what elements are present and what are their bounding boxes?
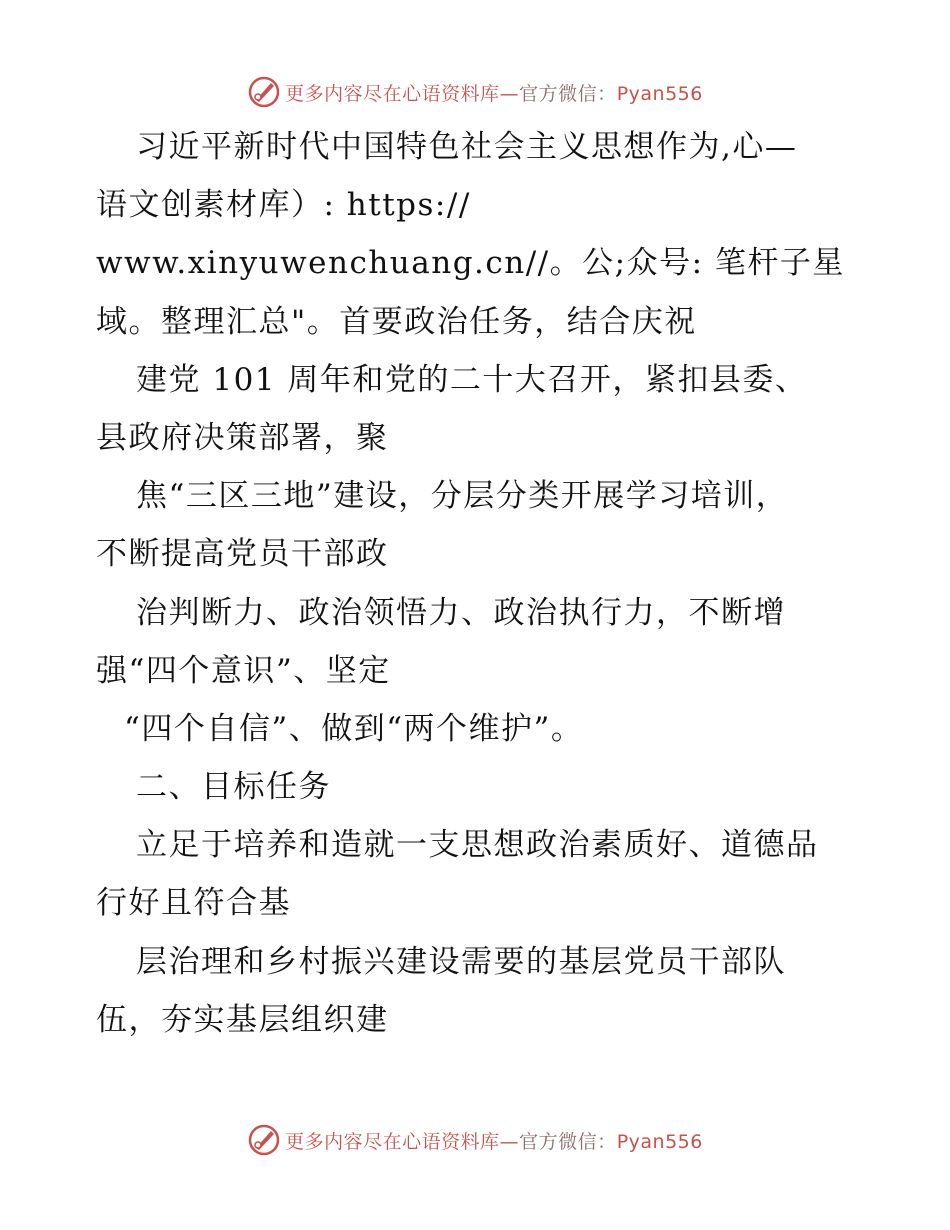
text-line: 强“四个意识”、坚定 bbox=[96, 652, 391, 689]
text-line: 不断提高党员干部政 bbox=[96, 536, 389, 573]
watermark-wechat-label: 官方微信： bbox=[519, 1130, 617, 1153]
watermark-footer bbox=[0, 1120, 950, 1160]
watermark-wechat-id: Pyan556 bbox=[616, 1130, 703, 1153]
pen-logo-icon bbox=[247, 1123, 281, 1157]
watermark-text bbox=[285, 1127, 703, 1154]
watermark-site: 更多内容尽在心语资料库 bbox=[285, 82, 500, 105]
text-line: 习近平新时代中国特色社会主义思想作为,心— bbox=[136, 129, 798, 165]
text-line: 行好且符合基 bbox=[96, 885, 291, 922]
document-body bbox=[96, 118, 876, 1049]
text-line: www.xinyuwenchuang.cn//。公;众号: 笔杆子星 bbox=[96, 245, 845, 282]
text-line: 层治理和乡村振兴建设需要的基层党员干部队 bbox=[136, 943, 786, 980]
text-line: 立足于培养和造就一支思想政治素质好、道德品 bbox=[136, 827, 819, 864]
watermark-wechat-id: Pyan556 bbox=[616, 82, 703, 105]
text-line: “四个自信”、做到“两个维护”。 bbox=[124, 710, 584, 747]
text-line: 县政府决策部署，聚 bbox=[96, 419, 389, 456]
text-line: 建党 101 周年和党的二十大召开，紧扣县委、 bbox=[136, 361, 808, 398]
watermark-site: 更多内容尽在心语资料库 bbox=[285, 1130, 500, 1153]
watermark-separator: — bbox=[499, 1130, 520, 1153]
watermark-text bbox=[285, 79, 703, 106]
watermark-wechat-label: 官方微信： bbox=[519, 82, 617, 105]
section-heading: 二、目标任务 bbox=[136, 769, 331, 806]
text-line: 焦“三区三地”建设，分层分类开展学习培训， bbox=[136, 478, 789, 515]
text-line: 治判断力、政治领悟力、政治执行力，不断增 bbox=[136, 594, 786, 631]
watermark-header bbox=[0, 72, 950, 112]
pen-logo-icon bbox=[247, 75, 281, 109]
watermark-separator: — bbox=[499, 82, 520, 105]
text-line: 语文创素材库）: https:// bbox=[96, 187, 471, 224]
text-line: 域。整理汇总"。首要政治任务，结合庆祝 bbox=[96, 303, 697, 340]
text-line: 伍，夯实基层组织建 bbox=[96, 1001, 389, 1038]
